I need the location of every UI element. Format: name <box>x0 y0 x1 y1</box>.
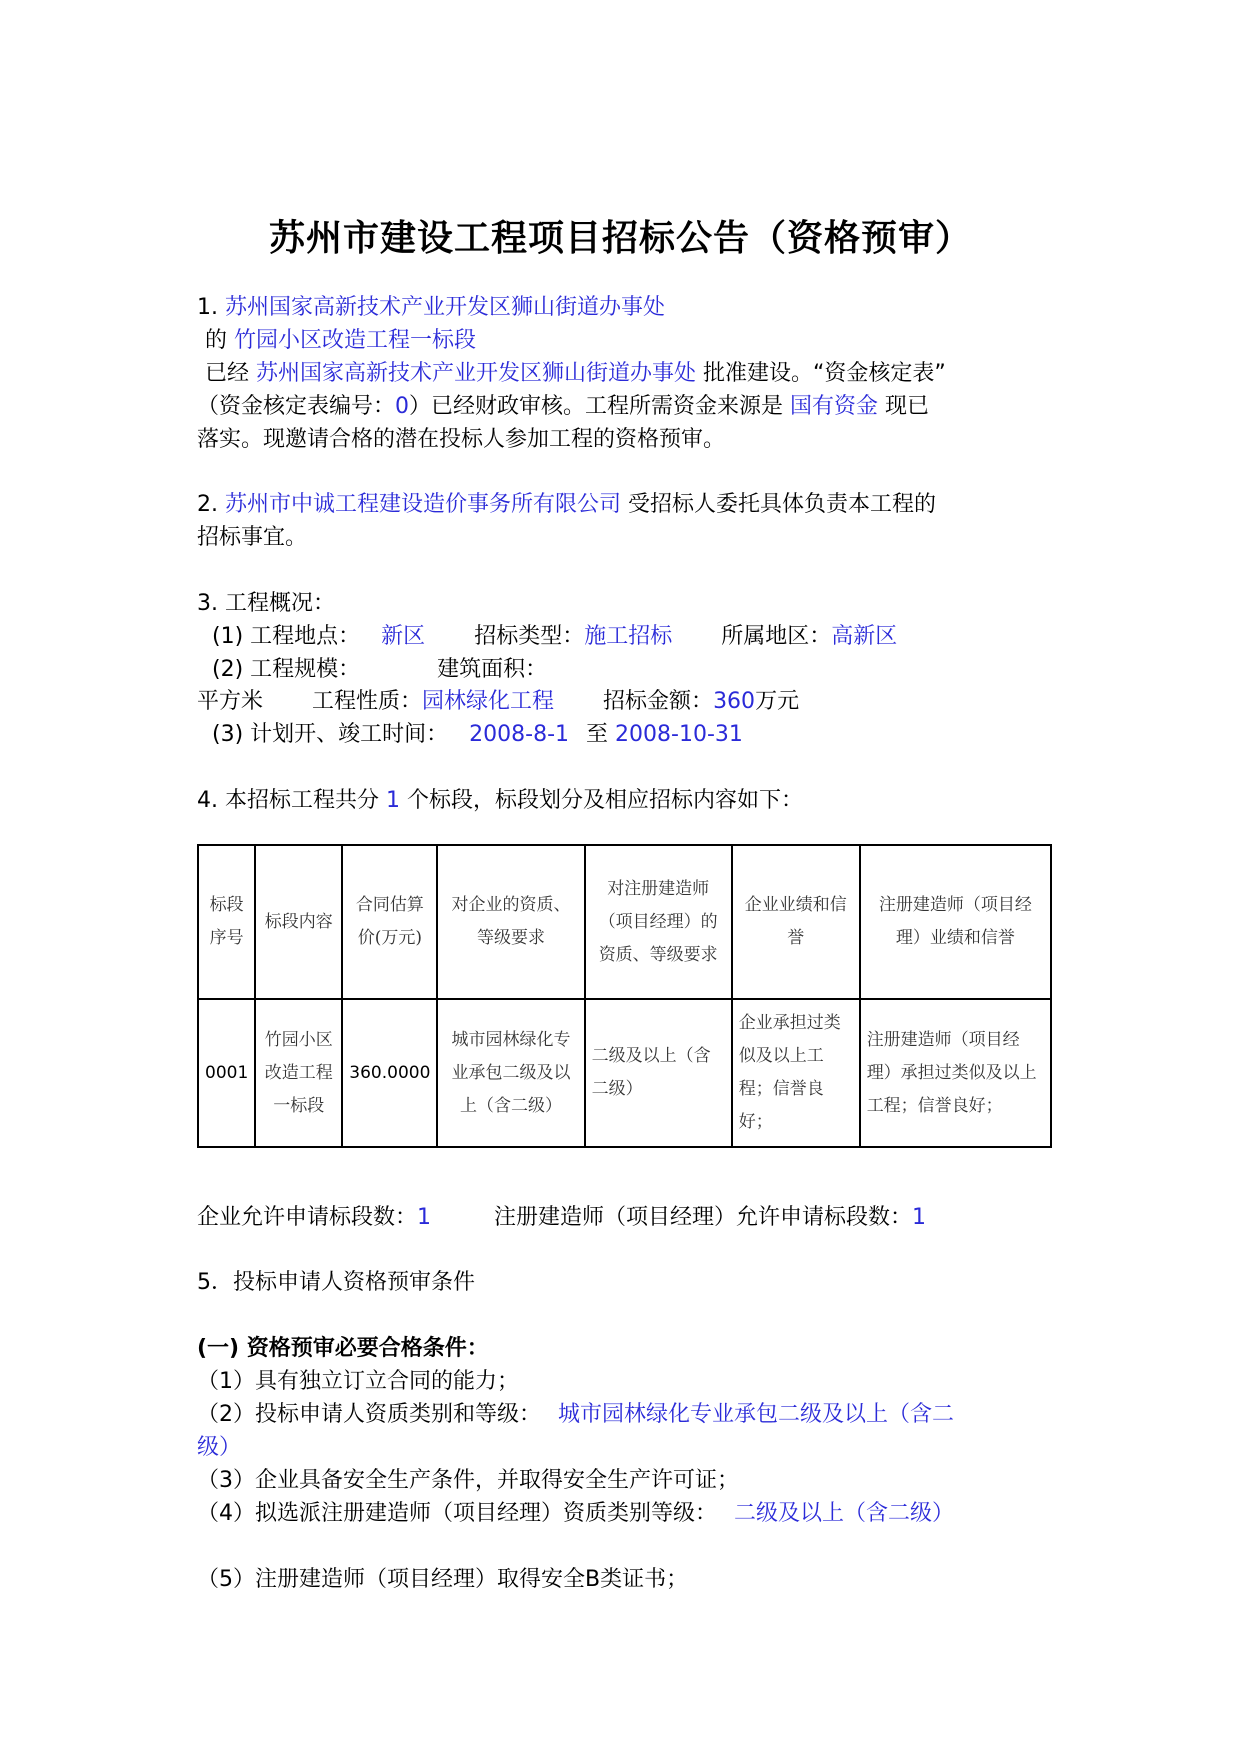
condition-2-value-cont: 级） <box>197 1435 242 1460</box>
agent-company: 苏州市中诚工程建设造价事务所有限公司 <box>225 492 622 517</box>
section-3-nature-line <box>197 687 799 717</box>
condition-5: （5）注册建造师（项目经理）取得安全B类证书； <box>197 1567 689 1592</box>
page-title: 苏州市建设工程项目招标公告（资格预审） <box>268 217 972 259</box>
table-cell: 城市园林绿化专业承包二级及以上（含二级） <box>437 999 584 1147</box>
section-2-line-1 <box>197 490 936 520</box>
table-cell: 竹园小区改造工程一标段 <box>255 999 342 1147</box>
header-cell: 企业业绩和信誉 <box>732 845 860 999</box>
type-value: 施工招标 <box>584 624 673 649</box>
section-4-line <box>197 786 803 816</box>
table-header-row <box>198 845 1051 999</box>
section-3-heading: 3. 工程概况： <box>197 591 335 616</box>
pm-apply-label: 注册建造师（项目经理）允许申请标段数： <box>494 1205 913 1230</box>
table-cell: 0001 <box>198 999 255 1147</box>
header-cell: 标段序号 <box>198 845 255 999</box>
section-3-schedule-line <box>212 720 743 750</box>
section-count: 1 <box>385 788 400 813</box>
scale-label: (2) 工程规模： <box>212 657 361 682</box>
section-1-line-4 <box>197 392 929 422</box>
section-1-number: 1. <box>197 295 218 320</box>
fund-no-post: ）已经财政审核。工程所需资金来源是 <box>409 394 784 419</box>
fund-number: 0 <box>395 394 410 419</box>
ent-apply-value: 1 <box>417 1205 432 1230</box>
section-4-pre: 4. 本招标工程共分 <box>197 788 379 813</box>
fund-post: 现已 <box>885 394 930 419</box>
amount-value: 360 <box>713 689 756 714</box>
section-1-line-2 <box>205 326 476 356</box>
tendering-org: 苏州国家高新技术产业开发区狮山街道办事处 <box>225 295 666 320</box>
condition-1: （1）具有独立订立合同的能力； <box>197 1369 519 1394</box>
schedule-label: (3) 计划开、竣工时间： <box>212 722 449 747</box>
section-5-subheading: (一) 资格预审必要合格条件： <box>197 1336 489 1361</box>
section-table <box>197 844 1052 1148</box>
condition-2 <box>197 1400 954 1430</box>
nature-value: 园林绿化工程 <box>422 689 555 714</box>
condition-4-label: （4）拟选派注册建造师（项目经理）资质类别等级： <box>197 1501 717 1526</box>
header-cell: 合同估算价(万元) <box>342 845 437 999</box>
agent-text: 受招标人委托具体负责本工程的 <box>628 492 937 517</box>
location-value: 新区 <box>381 624 426 649</box>
section-1-line-5: 落实。现邀请合格的潜在投标人参加工程的资格预审。 <box>197 427 726 452</box>
section-1-line-1 <box>197 293 665 323</box>
pm-apply-value: 1 <box>912 1205 927 1230</box>
start-date: 2008-8-1 <box>469 722 570 747</box>
amount-label: 招标金额： <box>603 689 714 714</box>
condition-4-value: 二级及以上（含二级） <box>734 1501 955 1526</box>
section-2-line-2: 招标事宜。 <box>197 525 308 550</box>
section-4-post: 个标段，标段划分及相应招标内容如下： <box>406 788 803 813</box>
end-date: 2008-10-31 <box>615 722 743 747</box>
header-cell: 对注册建造师（项目经理）的资质、等级要求 <box>585 845 732 999</box>
approve-text: 批准建设。“资金核定表” <box>703 361 946 386</box>
project-name: 竹园小区改造工程一标段 <box>234 328 477 353</box>
approver-org: 苏州国家高新技术产业开发区狮山街道办事处 <box>256 361 697 386</box>
area-label: 建筑面积： <box>437 657 548 682</box>
nature-label: 工程性质： <box>312 689 423 714</box>
condition-2-value: 城市园林绿化专业承包二级及以上（含二 <box>558 1402 955 1427</box>
table-cell: 企业承担过类似及以上工程；信誉良好； <box>732 999 860 1147</box>
condition-4 <box>197 1499 954 1529</box>
fund-no-label: （资金核定表编号： <box>197 394 396 419</box>
region-value: 高新区 <box>831 624 898 649</box>
header-cell: 注册建造师（项目经理）业绩和信誉 <box>860 845 1051 999</box>
section-3-location-line <box>212 622 897 652</box>
section-3-scale-line <box>212 655 547 685</box>
condition-2-label: （2）投标申请人资质类别和等级： <box>197 1402 541 1427</box>
region-label: 所属地区： <box>721 624 832 649</box>
fund-source: 国有资金 <box>790 394 879 419</box>
ent-apply-label: 企业允许申请标段数： <box>197 1205 418 1230</box>
section-1-line-3 <box>205 359 946 389</box>
text-to: 至 <box>586 722 609 747</box>
header-cell: 标段内容 <box>255 845 342 999</box>
section-5-heading: 5．投标申请人资格预审条件 <box>197 1270 475 1295</box>
type-label: 招标类型： <box>474 624 585 649</box>
table-cell: 二级及以上（含二级） <box>585 999 732 1147</box>
table-row <box>198 999 1051 1147</box>
section-2-number: 2. <box>197 492 218 517</box>
apply-count-line <box>197 1203 926 1233</box>
text-yijing: 已经 <box>205 361 250 386</box>
amount-unit: 万元 <box>755 689 800 714</box>
text-de: 的 <box>205 328 228 353</box>
table-cell: 注册建造师（项目经理）承担过类似及以上工程；信誉良好； <box>860 999 1051 1147</box>
table-cell: 360.0000 <box>342 999 437 1147</box>
area-unit: 平方米 <box>197 689 264 714</box>
header-cell: 对企业的资质、等级要求 <box>437 845 584 999</box>
condition-3: （3）企业具备安全生产条件，并取得安全生产许可证； <box>197 1468 739 1493</box>
location-label: (1) 工程地点： <box>212 624 361 649</box>
